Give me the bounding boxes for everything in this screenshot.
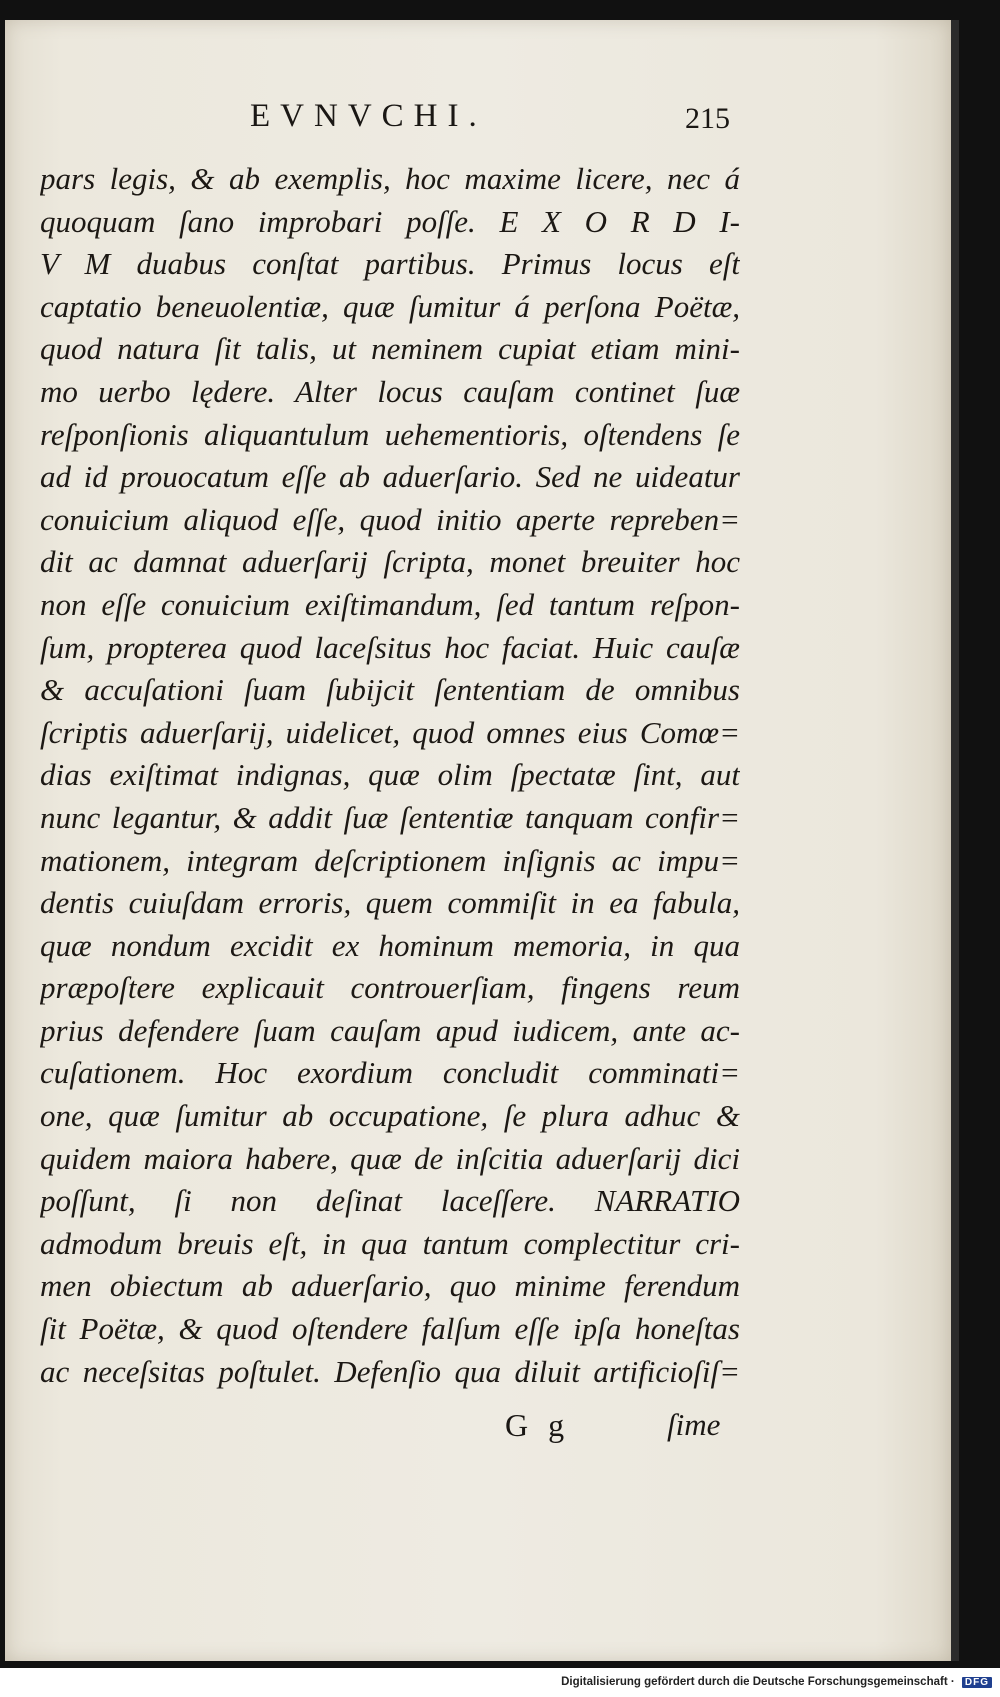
text-line: quod natura ſit talis, ut neminem cupiat etiam mini-: [40, 331, 740, 367]
running-head: EVNVCHI.: [250, 98, 487, 134]
credit-text: Digitalisierung gefördert durch die Deutsche Forschungsgemeinschaft ·: [561, 1676, 955, 1688]
text-line: nunc legantur, & addit ſuæ ſententiæ tanquam confir=: [40, 799, 740, 835]
text-line: reſponſionis aliquantulum uehementioris, oſtendens ſe: [40, 416, 740, 452]
page-edge: [951, 20, 959, 1661]
text-line: ſcriptis aduerſarij, uidelicet, quod omnes eius Comœ=: [40, 714, 740, 750]
text-line: ad id prouocatum eſſe ab aduerſario. Sed ne uideatur: [40, 459, 740, 495]
text-line: mationem, integram deſcriptionem inſignis ac impu=: [40, 842, 740, 878]
book-page: [5, 20, 951, 1661]
text-line: non eſſe conuicium exiſtimandum, ſed tantum reſpon-: [40, 586, 740, 622]
text-line: poſſunt, ſi non deſinat laceſſere. NARRATIO: [40, 1183, 740, 1219]
text-line: prius defendere ſuam cauſam apud iudicem, ante ac-: [40, 1012, 740, 1048]
dfg-logo: DFG: [962, 1677, 992, 1688]
text-line: pars legis, & ab exemplis, hoc maxime licere, nec á: [40, 161, 740, 196]
text-line: V M duabus conſtat partibus. Primus locus eſt: [40, 246, 740, 282]
text-line: & accuſationi ſuam ſubijcit ſententiam de omnibus: [40, 672, 740, 708]
catchword: ſime: [667, 1407, 721, 1442]
digitization-credit: [561, 1676, 992, 1688]
text-line: dias exiſtimat indignas, quæ olim ſpectatæ ſint, aut: [40, 757, 740, 793]
text-line: mo uerbo lędere. Alter locus cauſam continet ſuæ: [40, 373, 740, 409]
text-line: captatio beneuolentiæ, quæ ſumitur á perſona Poëtæ,: [40, 288, 740, 324]
text-line: ſit Poëtæ, & quod oſtendere falſum eſſe ipſa honeſtas: [40, 1311, 740, 1347]
signature-mark: G g: [505, 1407, 571, 1443]
text-line: conuicium aliquod eſſe, quod initio aperte repreben=: [40, 501, 740, 537]
text-line: dentis cuiuſdam erroris, quem commiſit in ea fabula,: [40, 885, 740, 921]
text-line: admodum breuis eſt, in qua tantum complectitur cri-: [40, 1225, 740, 1261]
text-line: præpoſtere explicauit controuerſiam, fingens reum: [40, 970, 740, 1006]
page-number: 215: [685, 102, 730, 135]
text-line: quoquam ſano improbari poſſe. E X O R D I-: [40, 203, 740, 239]
text-line: men obiectum ab aduerſario, quo minime ferendum: [40, 1268, 740, 1304]
text-line: quæ nondum excidit ex hominum memoria, in qua: [40, 927, 740, 963]
text-line: cuſationem. Hoc exordium concludit comminati=: [40, 1055, 740, 1091]
text-line: ac neceſsitas poſtulet. Defenſio qua diluit artificioſiſ=: [40, 1353, 740, 1389]
text-line: dit ac damnat aduerſarij ſcripta, monet breuiter hoc: [40, 544, 740, 580]
body-text: [40, 158, 740, 1393]
text-line: quidem maiora habere, quæ de inſcitia aduerſarij dici: [40, 1140, 740, 1176]
text-line: ſum, propterea quod laceſsitus hoc faciat. Huic cauſæ: [40, 629, 740, 665]
text-line: one, quæ ſumitur ab occupatione, ſe plura adhuc &: [40, 1098, 740, 1134]
